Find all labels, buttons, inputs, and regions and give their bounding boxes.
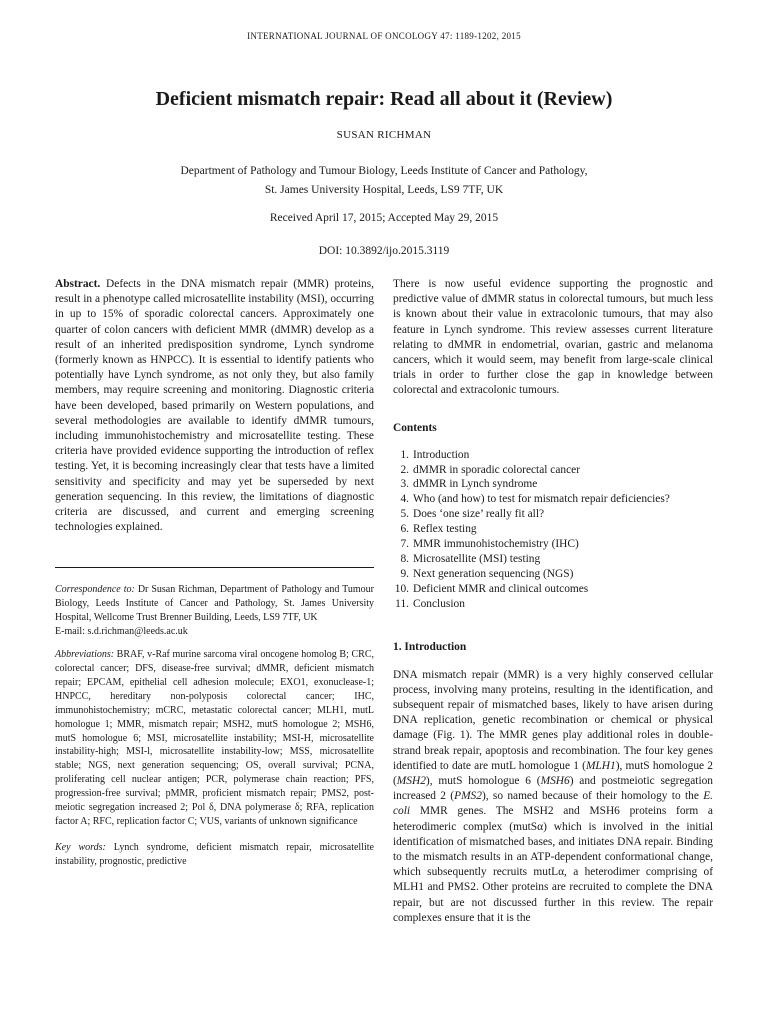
introduction-heading: 1. Introduction [393, 640, 467, 653]
abbreviations-text: BRAF, v-Raf murine sarcoma viral oncogene homolog B; CRC, colorectal cancer; DFS, disease-free survival; dMMR, deficient mismatch repair; EPCAM, epithelial cell adhesion molecule; EXO1, exonuclease-1; HNPCC, hereditary non-polyposis colorectal cancer; IHC, immunohistochemistry; mCRC, metastatic colorectal cancer; MLH1, mutL homologue 1; MMR, mismatch repair; MSH2, mutS homologue 2; MSH6, mutS homologue 6; MSI, microsatellite instability; MSI-H, microsatellite instability-high; MSI-l, microsatellite instability-low; MSS, microsatellite stable; NGS, next generation sequencing; OS, overall survival; PCNA, proliferating cell nuclear antigen; PCR, polymerase chain reaction; PFS, progression-free survival; pMMR, proficient mismatch repair; PMS2, post-meiotic segregation increased 2; Pol δ, DNA polymerase δ; RFA, replication factor A; RFC, replication factor C; VUS, variants of unknown significance [55, 649, 374, 827]
contents-item[interactable]: 3. dMMR in Lynch syndrome [400, 478, 538, 491]
contents-item[interactable]: 1. Introduction [400, 448, 470, 461]
contents-item[interactable]: 11. Conclusion [395, 597, 465, 610]
email[interactable]: E-mail: s.d.richman@leeds.ac.uk [55, 626, 188, 638]
right-column [393, 277, 713, 926]
author-name: SUSAN RICHMAN [336, 129, 432, 141]
correspondence-label: Correspondence to: [55, 584, 135, 596]
affiliation [0, 162, 768, 200]
article-title: Deficient mismatch repair: Read all about it (Review) [155, 88, 613, 110]
doi[interactable]: DOI: 10.3892/ijo.2015.3119 [318, 245, 450, 257]
journal-header: INTERNATIONAL JOURNAL OF ONCOLOGY 47: 1189-1202, 2015 [247, 31, 521, 41]
received-dates: Received April 17, 2015; Accepted May 29, 2015 [269, 212, 499, 224]
contents-heading: Contents [393, 421, 437, 434]
contents-item[interactable]: 10. Deficient MMR and clinical outcomes [394, 582, 589, 595]
left-column [55, 277, 374, 869]
abstract [55, 277, 374, 535]
affiliation-line-1: Department of Pathology and Tumour Biology, Leeds Institute of Cancer and Pathology, [180, 165, 588, 177]
footnote-divider [55, 567, 374, 568]
contents-item[interactable]: 7. MMR immunohistochemistry (IHC) [400, 538, 579, 551]
contents-list [393, 448, 713, 612]
contents-item[interactable]: 2. dMMR in sporadic colorectal cancer [400, 463, 580, 476]
contents-item[interactable]: 5. Does ‘one size’ really fit all? [400, 508, 545, 521]
abbreviations-label: Abbreviations: [55, 649, 115, 661]
contents-item[interactable]: 9. Next generation sequencing (NGS) [400, 567, 574, 580]
correspondence [55, 583, 374, 625]
intro-summary: There is now useful evidence supporting the prognostic and predictive value of dMMR status in colorectal tumours, but much less is known about their value in extracolonic tumours, that may also feature in Lynch syndrome. This review assesses current literature relating to dMMR in endometrial, ovarian, gastric and melanoma cancers, which it would seem, may benefit from large-scale clinical trials in order to further close the gap in knowledge between colorectal and extracolonic tumours. [393, 278, 713, 397]
correspondence-text: Dr Susan Richman, Department of Pathology and Tumour Biology, Leeds Institute of Cancer and Pathology, St. James University Hospital, Wellcome Trust Brenner Building, Leeds, LS9 7TF, UK [55, 584, 374, 624]
affiliation-line-2: St. James University Hospital, Leeds, LS9 7TF, UK [264, 184, 504, 196]
abstract-label: Abstract. [55, 278, 101, 290]
introduction-paragraph: DNA mismatch repair (MMR) is a very highly conserved cellular process, involving many proteins, resulting in the identification, and subsequent repair of mismatched bases, likely to have arisen during DNA replication, genetic recombination or chemical or physical damage (Fig. 1). The MMR genes play additional roles in double-strand break repair, apoptosis and recombination. The four key genes identified to date are mutL homologue 1 (MLH1), mutS homologue 2 (MSH2), mutS homologue 6 (MSH6) and postmeiotic segregation increased 2 (PMS2), so named because of their homology to the E. coli MMR genes. The MSH2 and MSH6 proteins form a heterodimeric complex (mutSα) which is involved in the initial identification of mismatched bases, and initiates DNA repair. Binding to the mismatch results in an ATP-dependent conformational change, which subsequently recruits mutLα, a heterodimer comprising of MLH1 and PMS2. Other proteins are recruited to complete the DNA repair, but are not discussed further in this review. The repair complexes ensure that it is the [393, 668, 714, 924]
keywords-label: Key words: [55, 841, 106, 853]
contents-item[interactable]: 4. Who (and how) to test for mismatch repair deficiencies? [400, 493, 670, 506]
contents-item[interactable]: 8. Microsatellite (MSI) testing [400, 552, 541, 565]
keywords-text: Lynch syndrome, deficient mismatch repair, microsatellite instability, prognostic, predictive [55, 841, 374, 867]
contents-item[interactable]: 6. Reflex testing [400, 523, 477, 536]
abstract-text: Defects in the DNA mismatch repair (MMR) proteins, result in a phenotype called microsatellite instability (MSI), occurring in up to 15% of sporadic colorectal cancers. Approximately one quarter of colon cancers with deficient MMR (dMMR) develop as a result of an inherited predisposition syndrome, Lynch syndrome (formerly known as HNPCC). It is essential to identify patients who potentially have Lynch syndrome, as not only they, but also family members, may require screening and monitoring. Diagnostic criteria have been developed, based primarily on Western populations, and several methodologies are available to identify dMMR tumours, including immunohistochemistry and microsatellite testing. These criteria have provided evidence supporting the introduction of reflex testing. Yet, it is becoming increasingly clear that tests have a limited sensitivity and specificity and may yet be superseded by next generation sequencing. In this review, the limitations of diagnostic criteria are discussed, and current and emerging screening technologies explained. [55, 278, 374, 534]
keywords [55, 841, 374, 869]
abbreviations [55, 648, 374, 829]
